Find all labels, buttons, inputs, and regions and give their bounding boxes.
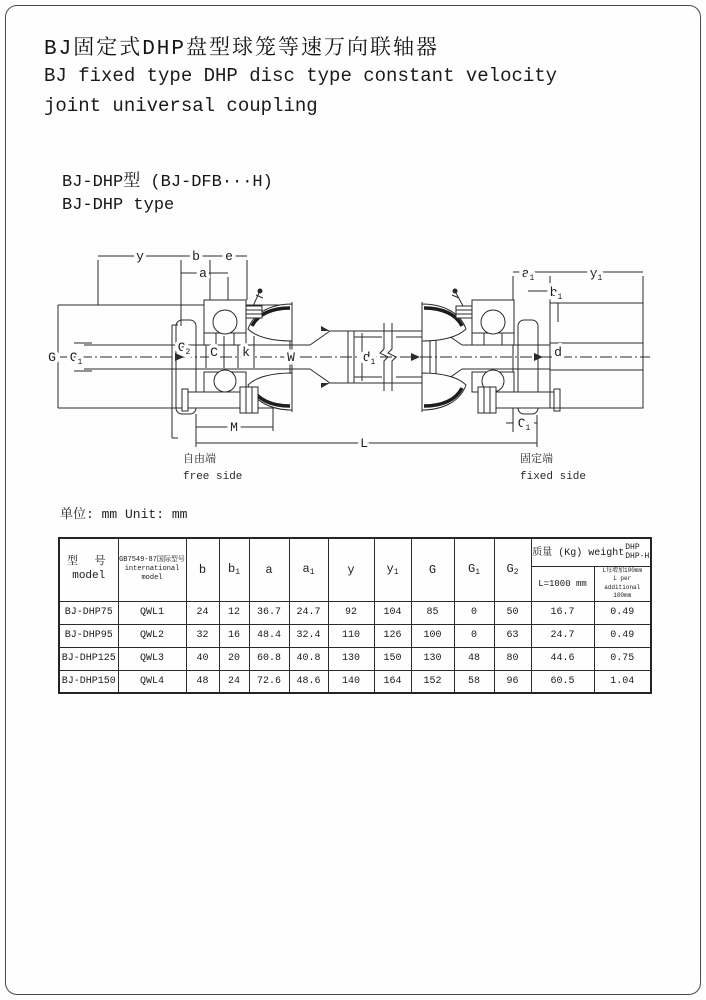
cell-value: 16.7 xyxy=(531,601,594,624)
header-model-en: model xyxy=(72,569,106,582)
cell-value: 0 xyxy=(454,601,494,624)
cell-value: 36.7 xyxy=(249,601,289,624)
cell-value: 72.6 xyxy=(249,670,289,693)
table-row xyxy=(59,601,651,624)
cell-value: 60.5 xyxy=(531,670,594,693)
cell-value: 150 xyxy=(374,647,411,670)
spec-table xyxy=(58,537,652,694)
header-dim-a1: $a_1$ xyxy=(289,538,328,601)
cell-value: 85 xyxy=(411,601,454,624)
header-dim-y1: $y_1$ xyxy=(374,538,411,601)
cell-value: 92 xyxy=(328,601,374,624)
free-side-label xyxy=(183,452,242,486)
unit-note: 单位: mm Unit: mm xyxy=(60,507,188,522)
cell-value: 24.7 xyxy=(289,601,328,624)
cell-model: BJ-DHP75 xyxy=(59,601,118,624)
cell-value: 40 xyxy=(186,647,219,670)
dim-label-b1: $b_1$ xyxy=(549,285,563,302)
table-row xyxy=(59,624,651,647)
cell-value: 0.49 xyxy=(594,601,651,624)
dim-label-b: b xyxy=(192,249,200,264)
dim-label-L: L xyxy=(360,436,368,451)
header-dim-G1: $G_1$ xyxy=(454,538,494,601)
cell-value: 126 xyxy=(374,624,411,647)
page-title-english-line2: joint universal coupling xyxy=(44,95,318,117)
cell-value: 24.7 xyxy=(531,624,594,647)
free-side-cn: 自由端 xyxy=(183,454,216,466)
cell-international-model: QWL4 xyxy=(118,670,186,693)
cell-value: 48.4 xyxy=(249,624,289,647)
cell-international-model: QWL3 xyxy=(118,647,186,670)
cell-value: 50 xyxy=(494,601,531,624)
cell-value: 140 xyxy=(328,670,374,693)
dim-label-M: M xyxy=(230,420,238,435)
cell-value: 24 xyxy=(219,670,249,693)
dim-label-C: C xyxy=(210,345,218,360)
header-international-model xyxy=(118,538,186,601)
free-side-en: free side xyxy=(183,471,243,484)
cell-value: 44.6 xyxy=(531,647,594,670)
header-dim-y: y xyxy=(328,538,374,601)
cell-value: 0.75 xyxy=(594,647,651,670)
dim-label-G1: $G_1$ xyxy=(69,350,83,367)
dim-label-a: a xyxy=(199,266,207,281)
cell-model: BJ-DHP125 xyxy=(59,647,118,670)
header-dim-b1: $b_1$ xyxy=(219,538,249,601)
header-intl-en: international model xyxy=(124,565,180,583)
table-row xyxy=(59,647,651,670)
cell-value: 96 xyxy=(494,670,531,693)
cell-value: 110 xyxy=(328,624,374,647)
dim-label-d1: $d_1$ xyxy=(362,350,376,367)
dim-label-y1: $y_1$ xyxy=(589,266,603,283)
header-model xyxy=(59,538,118,601)
fixed-side-label xyxy=(520,452,586,486)
header-dim-G: G xyxy=(411,538,454,601)
cell-value: 32 xyxy=(186,624,219,647)
cell-value: 48.6 xyxy=(289,670,328,693)
cell-value: 32.4 xyxy=(289,624,328,647)
cell-value: 80 xyxy=(494,647,531,670)
cell-model: BJ-DHP150 xyxy=(59,670,118,693)
dim-label-a1: $a_1$ xyxy=(521,266,535,283)
header-weight-per-100mm: L每增加100mm L per additional 100mm xyxy=(594,567,651,602)
cell-value: 164 xyxy=(374,670,411,693)
header-dim-a: a xyxy=(249,538,289,601)
model-designation-cn: BJ-DHP型 (BJ-DFB···H) xyxy=(62,173,273,192)
cell-international-model: QWL1 xyxy=(118,601,186,624)
dim-label-C1: $C_1$ xyxy=(517,416,531,433)
dim-label-G: G xyxy=(48,350,56,365)
dimension-labels xyxy=(48,249,602,451)
dim-label-e: e xyxy=(225,249,233,264)
header-weight-l1000: L=1000 mm xyxy=(531,567,594,602)
cell-value: 20 xyxy=(219,647,249,670)
cell-value: 104 xyxy=(374,601,411,624)
model-designation-en: BJ-DHP type xyxy=(62,196,175,215)
header-weight: 质量 (Kg) weight DHP DHP-H xyxy=(531,538,651,567)
header-intl-cn: GB7549-87国际型号 xyxy=(119,556,185,565)
cell-value: 40.8 xyxy=(289,647,328,670)
left-coupling-head xyxy=(176,289,292,415)
grease-fitting-icon xyxy=(246,289,263,319)
fixed-side-cn: 固定端 xyxy=(520,454,553,466)
fixed-side-en: fixed side xyxy=(520,471,587,484)
dim-label-y: y xyxy=(136,249,144,264)
page-title-english-line1: BJ fixed type DHP disc type constant velocity xyxy=(44,65,558,87)
cell-value: 16 xyxy=(219,624,249,647)
cell-value: 130 xyxy=(411,647,454,670)
cell-value: 12 xyxy=(219,601,249,624)
right-coupling-head xyxy=(422,289,643,415)
cell-value: 0 xyxy=(454,624,494,647)
table-row xyxy=(59,670,651,693)
cell-value: 130 xyxy=(328,647,374,670)
fixed-side-hub-block xyxy=(550,303,643,408)
dim-label-d: d xyxy=(554,345,562,360)
flange-bolt-icon xyxy=(478,387,560,413)
cell-value: 100 xyxy=(411,624,454,647)
cell-value: 58 xyxy=(454,670,494,693)
cell-value: 24 xyxy=(186,601,219,624)
technical-drawing xyxy=(35,234,695,506)
dim-label-G2: $G_2$ xyxy=(177,340,191,357)
cell-value: 60.8 xyxy=(249,647,289,670)
cell-value: 1.04 xyxy=(594,670,651,693)
cell-value: 152 xyxy=(411,670,454,693)
page-title-chinese: BJ固定式DHP盘型球笼等速万向联轴器 xyxy=(44,38,440,61)
cell-value: 0.49 xyxy=(594,624,651,647)
cell-value: 48 xyxy=(186,670,219,693)
dim-label-W: W xyxy=(287,350,295,365)
header-dim-b: b xyxy=(186,538,219,601)
cell-value: 63 xyxy=(494,624,531,647)
cell-model: BJ-DHP95 xyxy=(59,624,118,647)
header-model-cn: 型 号 xyxy=(66,556,111,569)
dim-label-k: k xyxy=(242,345,250,360)
header-dim-G2: $G_2$ xyxy=(494,538,531,601)
cell-international-model: QWL2 xyxy=(118,624,186,647)
cell-value: 48 xyxy=(454,647,494,670)
